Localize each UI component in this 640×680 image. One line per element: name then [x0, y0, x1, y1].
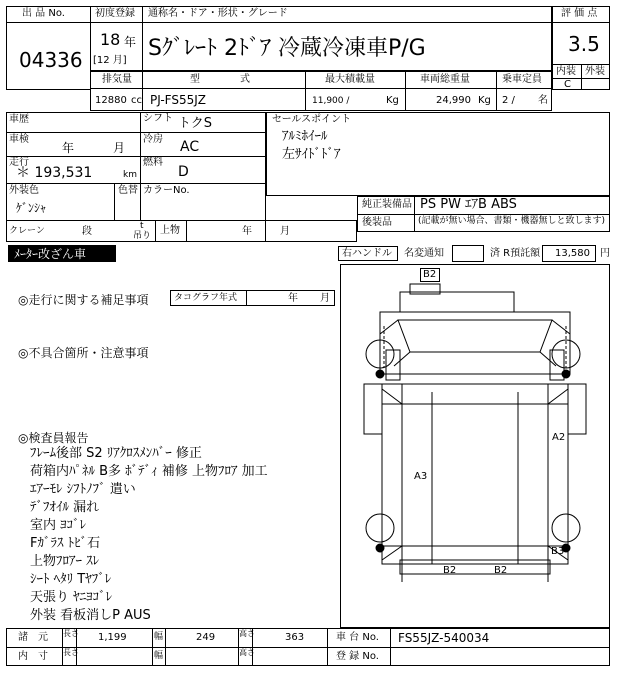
meter-tamper-text: ﾒｰﾀｰ改ざん車	[14, 247, 87, 261]
report-line: 上物ﾌﾛｱｰ ｽﾚ	[30, 554, 100, 569]
inspection-month-unit: 月	[113, 141, 126, 155]
displacement-value: 12880	[95, 95, 127, 106]
dims-label: 諸 元	[18, 632, 48, 643]
mark-bottom-b2-right: B2	[494, 565, 508, 576]
crane-tons-bottom: 吊り	[133, 231, 152, 241]
exterior-label: 外装	[585, 66, 605, 77]
mileage-label: 走行	[9, 157, 29, 168]
report-line: 室内 ﾖｺﾞﾚ	[30, 518, 87, 533]
supplement-title: ◎走行に関する補足事項	[18, 293, 149, 307]
shift-label: シフト	[143, 113, 173, 124]
aftermarket-label: 後装品	[362, 217, 392, 228]
first-reg-label: 初度登録	[95, 8, 135, 19]
gross-weight-label: 車両総重量	[420, 74, 470, 85]
displacement-unit: cc	[131, 95, 142, 106]
mark-b3: B3	[551, 546, 565, 557]
capacity-unit: 名	[538, 95, 548, 106]
inner-width-label: 幅	[154, 651, 164, 661]
gross-weight-unit: Kg	[478, 95, 491, 106]
sales-point-label: セールスポイント	[272, 114, 352, 125]
interior-grade: C	[564, 79, 571, 90]
year-unit: 年	[124, 35, 137, 49]
height-label: 高さ	[239, 629, 255, 638]
aftermarket-note: (記載が無い場合、書類・機器無しと致します)	[418, 216, 606, 226]
first-reg-year: 18	[100, 30, 121, 49]
capacity-value: 2 /	[502, 95, 515, 106]
first-reg-month: [12 月]	[93, 55, 127, 66]
report-line: ｴｱｰﾓﾚ ｼﾌﾄﾉﾌﾞ 遣い	[30, 482, 136, 497]
color-code-label: カラーNo.	[143, 185, 190, 196]
report-line: 外装 看板消しP AUS	[30, 608, 151, 623]
inspector-report-lines	[30, 447, 340, 627]
crane-tons-top: t	[140, 221, 144, 231]
model-grade-label: 通称名・ドア・形状・グレード	[148, 8, 288, 19]
crane-stage: 段	[82, 226, 92, 237]
inspection-label: 車検	[9, 134, 29, 145]
genuine-equipment-label: 純正装備品	[362, 199, 412, 210]
max-load-unit: Kg	[386, 95, 399, 106]
tachograph-label: タコグラフ年式	[174, 293, 238, 303]
max-load-value: 11,900 /	[312, 96, 350, 106]
name-change-box	[452, 245, 484, 262]
history-label: 車歴	[9, 114, 29, 125]
recycle-label: 済 R預託額	[490, 248, 541, 259]
tachograph-month: 月	[320, 293, 330, 304]
model-code: PJ-FS55JZ	[150, 93, 207, 107]
score: 3.5	[568, 32, 600, 56]
lot-number: 04336	[19, 48, 83, 72]
truck-diagram	[340, 264, 610, 628]
mark-bottom-b2-left: B2	[443, 565, 457, 576]
upper-year: 年	[242, 226, 252, 237]
report-line: 荷箱内ﾊﾟﾈﾙ B多 ﾎﾞﾃﾞｨ 補修 上物ﾌﾛｱ 加工	[30, 464, 268, 479]
ac-label: 冷房	[143, 134, 163, 145]
sales-point-line1: ｱﾙﾐﾎｲｰﾙ	[282, 129, 328, 144]
mark-top-b2: B2	[423, 269, 437, 280]
inspection-year-unit: 年	[62, 141, 75, 155]
color-value: ｹﾞﾝｼｬ	[16, 201, 47, 215]
mark-a3: A3	[414, 471, 428, 482]
interior-label: 内装	[556, 66, 576, 77]
upper-month: 月	[280, 226, 290, 237]
mileage-unit: km	[123, 170, 137, 180]
inspector-title: ◎検査員報告	[18, 431, 89, 445]
displacement-label: 排気量	[102, 74, 132, 85]
report-line: 天張り ﾔﾆﾖｺﾞﾚ	[30, 590, 113, 605]
report-line: ﾃﾞﾌｵｲﾙ 漏れ	[30, 500, 100, 515]
inner-dims-label: 内 寸	[18, 651, 48, 662]
name-change-label: 名変通知	[404, 248, 444, 259]
chassis-label: 車 台 No.	[336, 632, 379, 643]
shift-value: トクS	[178, 116, 212, 131]
color-label: 外装色	[9, 185, 39, 196]
registration-label: 登 録 No.	[336, 651, 379, 662]
model-name: Sｸﾞﾚｰﾄ 2ﾄﾞｱ 冷蔵冷凍車P/G	[148, 36, 426, 61]
mark-a2: A2	[552, 432, 566, 443]
capacity-label: 乗車定員	[502, 74, 542, 85]
type-label: 型 式	[190, 74, 250, 85]
width-label: 幅	[154, 632, 164, 642]
height-value: 363	[285, 632, 305, 643]
color-change-label: 色替	[118, 185, 138, 196]
report-line: Fｶﾞﾗｽ ﾄﾋﾞ石	[30, 536, 101, 551]
inner-length-label: 長さ	[63, 648, 79, 657]
crane-label: クレーン	[9, 226, 45, 236]
lot-number-label: 出 品 No.	[22, 8, 65, 19]
genuine-equipment-value: PS PW ｴｱB ABS	[420, 197, 517, 212]
chassis-number: FS55JZ-540034	[398, 631, 490, 645]
report-line: ﾌﾚｰﾑ後部 S2 ﾘｱｸﾛｽﾒﾝﾊﾞｰ 修正	[30, 446, 202, 461]
inner-height-label: 高さ	[239, 648, 255, 657]
upper-label: 上物	[160, 225, 180, 236]
defect-title: ◎不具合箇所・注意事項	[18, 346, 149, 360]
report-line: ｼｰﾄ ﾍﾀﾘ Tﾔﾌﾞﾚ	[30, 572, 112, 587]
score-label: 評 価 点	[561, 8, 598, 19]
right-handle-label: 右ハンドル	[342, 248, 392, 259]
gross-weight-value: 24,990	[436, 95, 471, 106]
ac-value: AC	[180, 139, 200, 155]
fuel-label: 燃料	[143, 157, 163, 168]
mileage-value: ＊ 193,531	[16, 165, 93, 181]
recycle-unit: 円	[600, 248, 610, 259]
sales-point-line2: 左ｻｲﾄﾞﾄﾞｱ	[282, 147, 341, 162]
fuel-value: D	[178, 164, 189, 180]
length-value: 1,199	[98, 632, 127, 643]
tachograph-year: 年	[288, 293, 298, 304]
width-value: 249	[196, 632, 216, 643]
max-load-label: 最大積載量	[325, 74, 375, 85]
recycle-value: 13,580	[555, 248, 590, 259]
length-label: 長さ	[63, 629, 79, 638]
